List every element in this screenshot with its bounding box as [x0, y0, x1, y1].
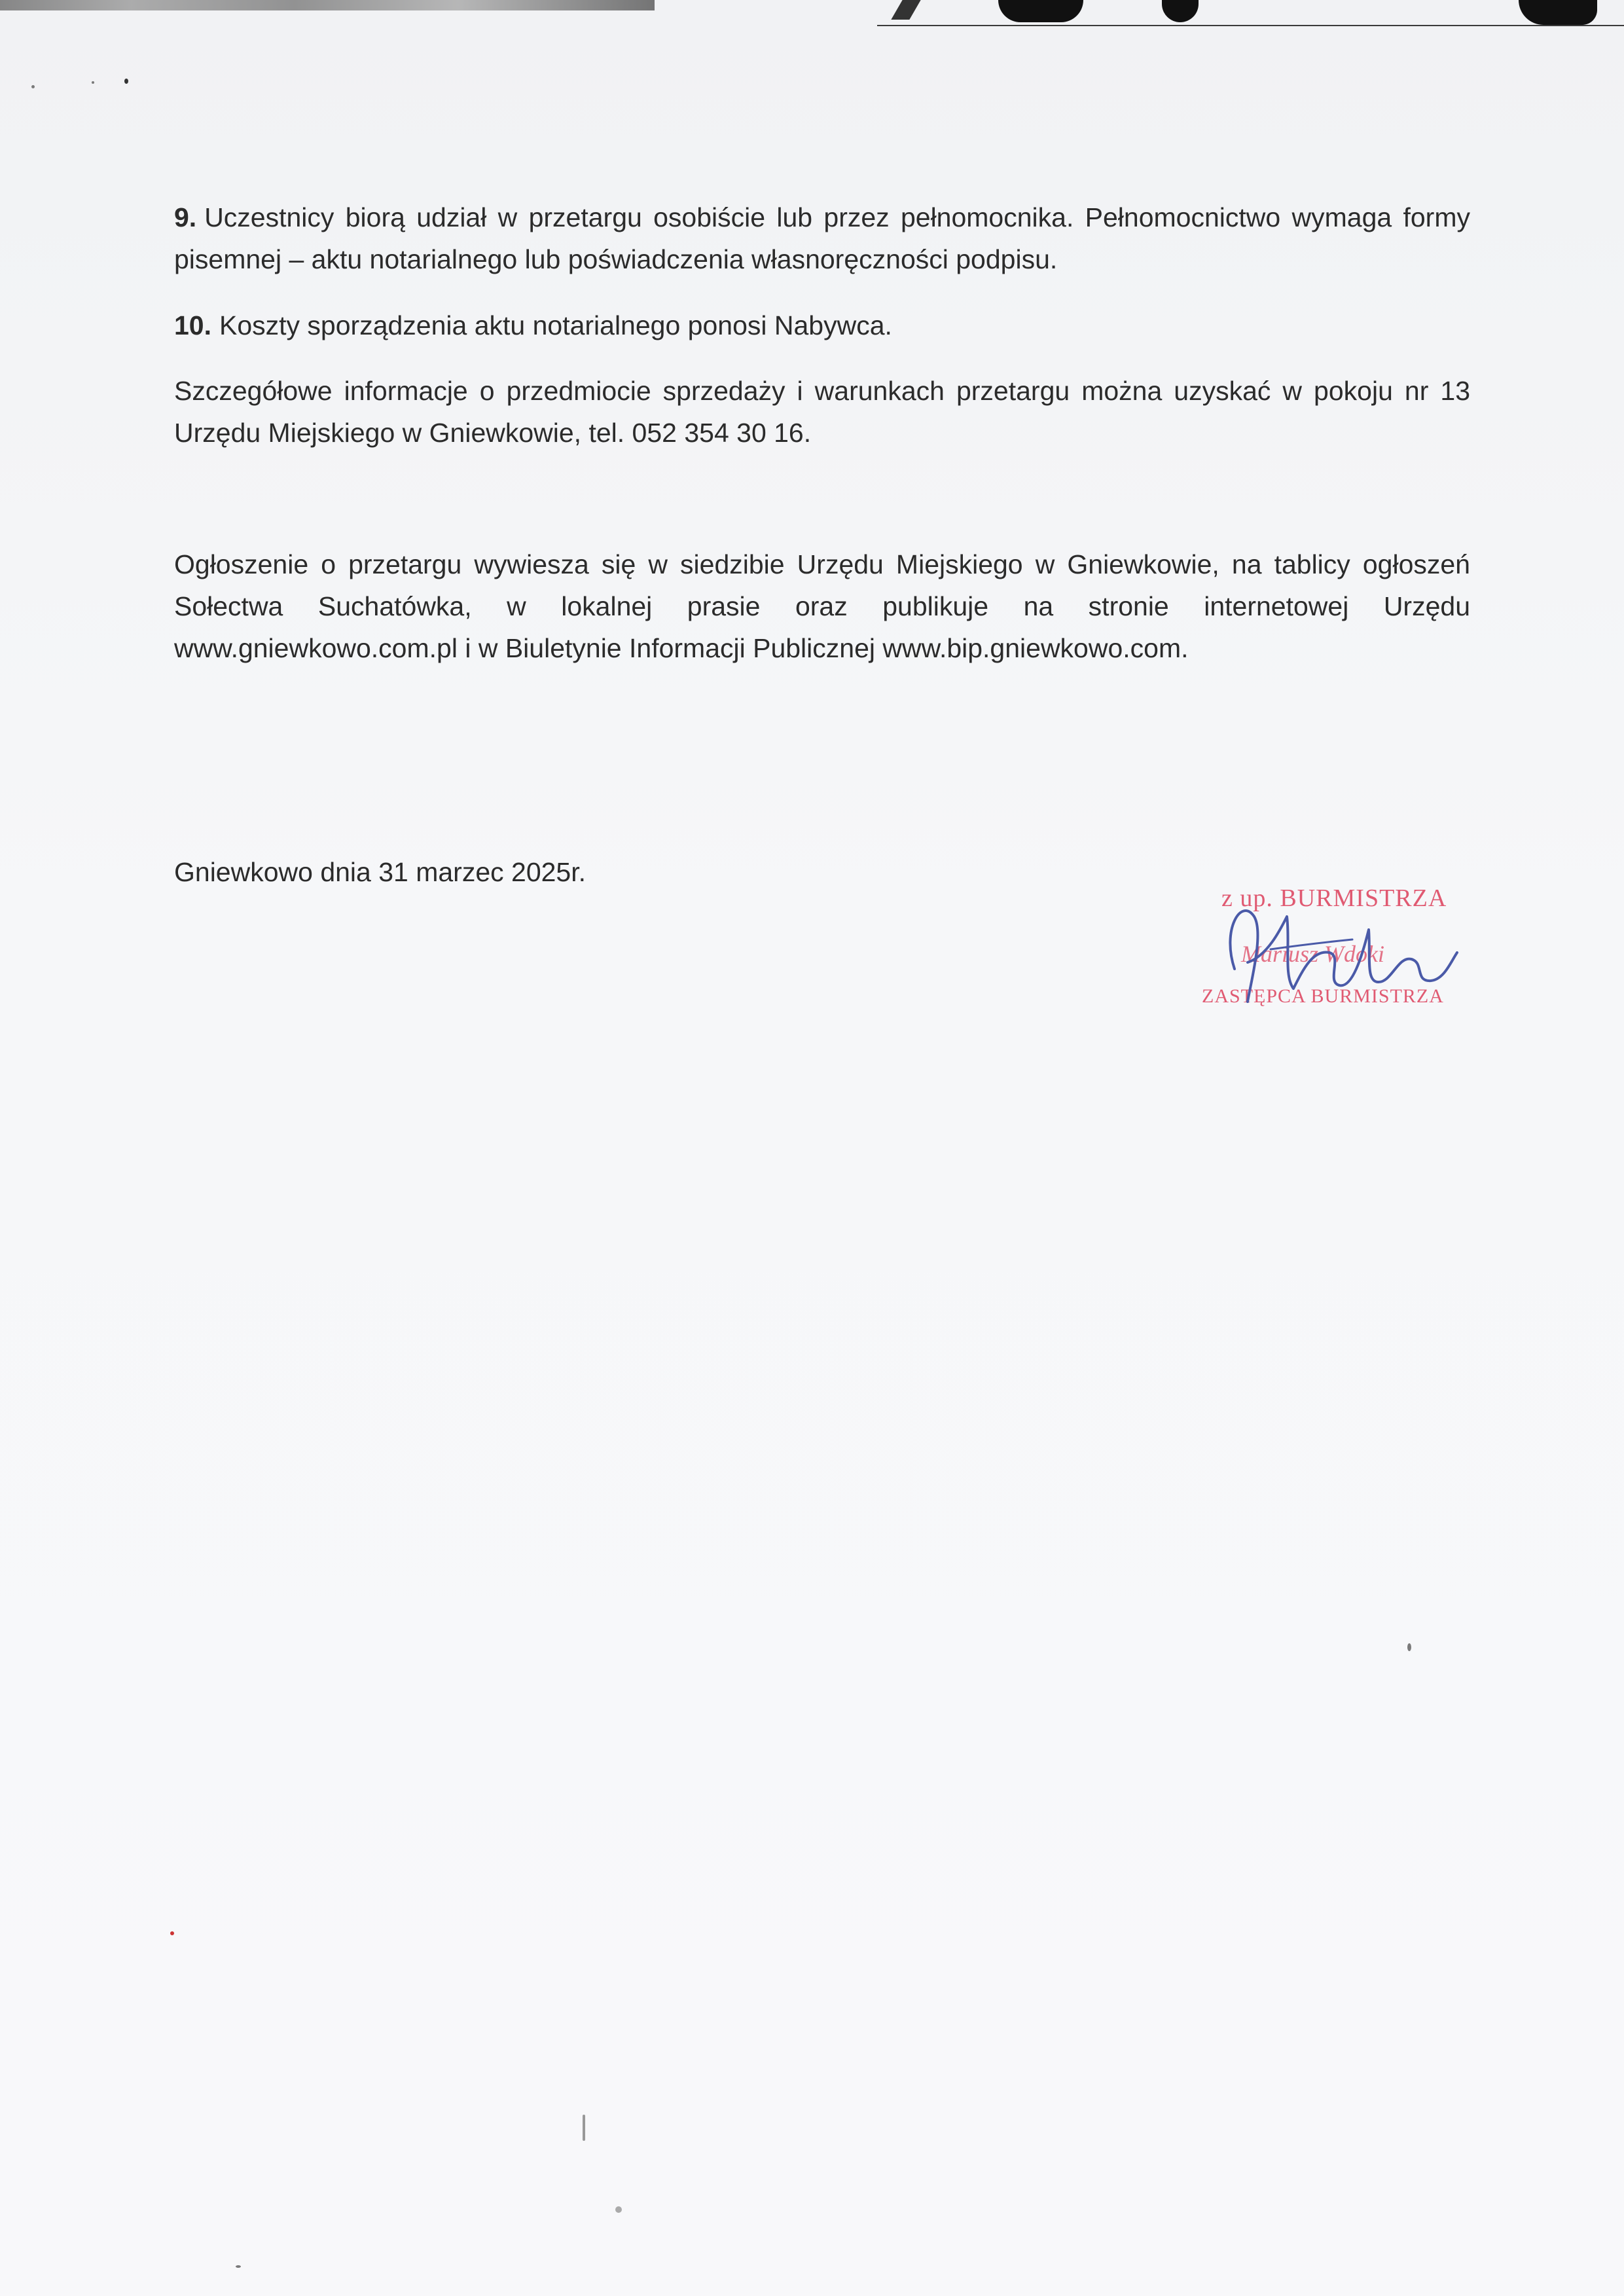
scan-edge-line — [877, 25, 1624, 26]
scan-edge-strip — [0, 0, 655, 10]
handwritten-signature — [1215, 890, 1477, 1021]
speck — [92, 81, 94, 84]
scan-blob-3 — [1162, 0, 1199, 22]
speck — [124, 79, 128, 84]
scan-blob-1 — [891, 0, 920, 20]
speck — [31, 85, 35, 88]
scan-top-edge — [0, 0, 1624, 26]
speck — [1407, 1643, 1411, 1651]
notice-paragraph: Ogłoszenie o przetargu wywiesza się w siedzibie Urzędu Miejskiego w Gniewkowie, na tablicy ogłoszeń Sołectwa Suchatówka, w lokalnej prasie oraz publikuje na stronie internetowej Urzędu www.gniewkowo.com.pl i w Biuletynie Informacji Publicznej www.bip.gniewkowo.com. — [174, 549, 1470, 663]
item-10 — [174, 304, 1470, 346]
item-9 — [174, 196, 1470, 280]
stamp-line-bottom: ZASTĘPCA BURMISTRZA — [1202, 985, 1444, 1007]
date-line: Gniewkowo dnia 31 marzec 2025r. — [174, 857, 586, 887]
stamp-name: Mariusz Wdoki — [1241, 941, 1384, 967]
speck — [615, 2206, 622, 2213]
item-9-number: 9. — [174, 202, 197, 232]
item-10-number: 10. — [174, 310, 211, 340]
stamp-line-top: z up. BURMISTRZA — [1221, 884, 1447, 912]
item-10-text: Koszty sporządzenia aktu notarialnego ponosi Nabywca. — [219, 310, 892, 340]
speck — [236, 2265, 241, 2268]
speck — [170, 1931, 174, 1935]
scan-blob-4 — [1519, 0, 1597, 25]
scan-blob-2 — [998, 0, 1083, 22]
item-9-text: Uczestnicy biorą udział w przetargu osobiście lub przez pełnomocnika. Pełnomocnictwo wymaga formy pisemnej – aktu notarialnego lub poświadczenia własnoręczności podpisu. — [174, 202, 1470, 274]
speck — [583, 2115, 585, 2141]
info-paragraph: Szczegółowe informacje o przedmiocie sprzedaży i warunkach przetargu można uzyskać w pokoju nr 13 Urzędu Miejskiego w Gniewkowie, tel. 052 354 30 16. — [174, 376, 1470, 448]
